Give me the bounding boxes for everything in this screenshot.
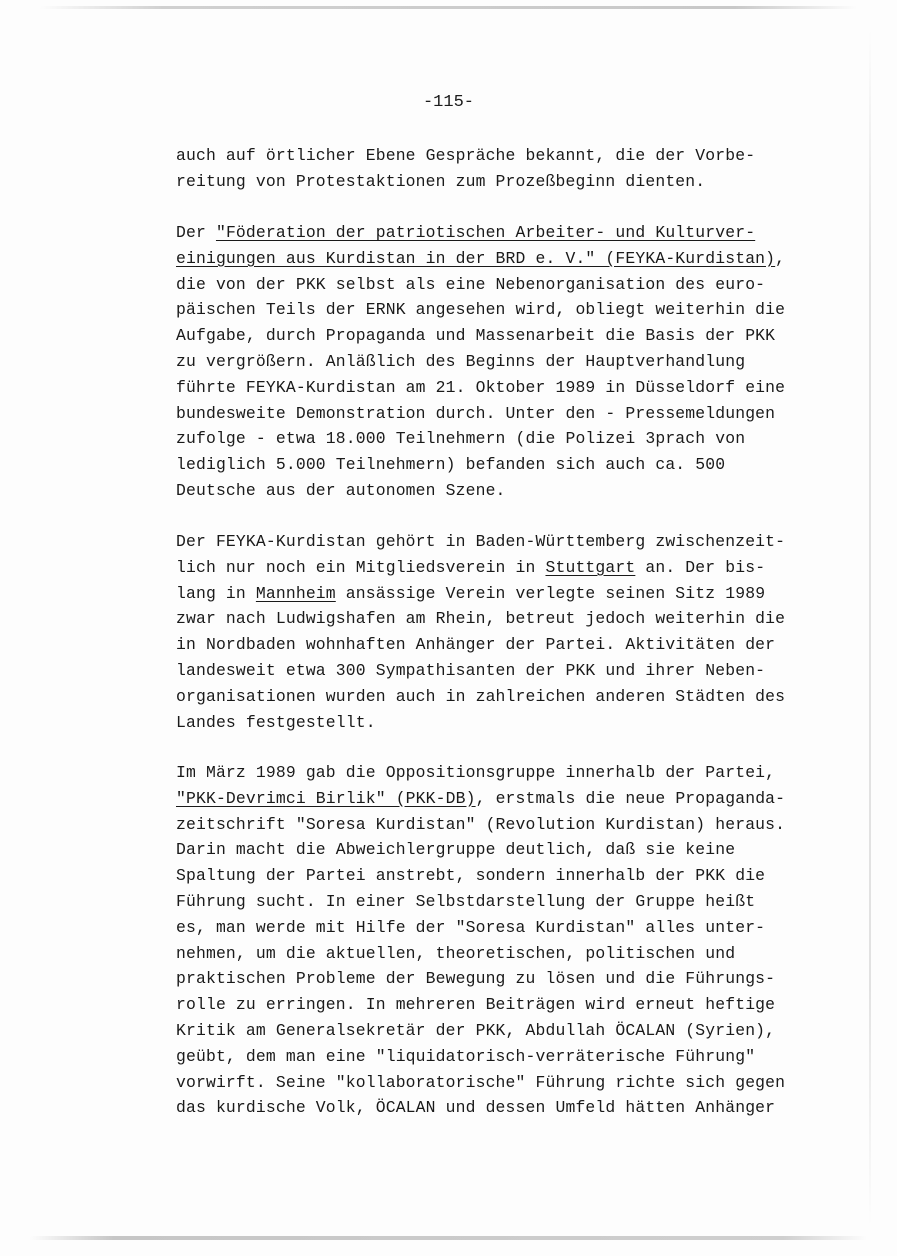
- underlined-phrase: "Föderation der patriotischen Arbeiter- und Kulturver-: [215, 223, 756, 242]
- text-line: päischen Teils der ERNK angesehen wird, obliegt weiterhin die: [176, 300, 786, 320]
- underlined-phrase: Stuttgart: [545, 557, 636, 577]
- text-line: die von der PKK selbst als eine Nebenorganisation des euro-: [176, 274, 766, 294]
- text-line: in Nordbaden wohnhaften Anhänger der Partei. Aktivitäten der: [176, 635, 776, 655]
- underlined-phrase: einigungen aus Kurdistan in der BRD e. V." (FEYKA-Kurdistan): [176, 248, 776, 268]
- text-line: Führung sucht. In einer Selbstdarstellung der Gruppe heißt: [176, 891, 756, 911]
- text-line: geübt, dem man eine "liquidatorisch-verräterische Führung": [176, 1046, 756, 1066]
- text-line: Deutsche aus der autonomen Szene.: [176, 480, 506, 500]
- text-line: zwar nach Ludwigshafen am Rhein, betreut jedoch weiterhin die: [176, 609, 786, 629]
- scan-edge-top: [40, 6, 857, 9]
- text-line: rolle zu erringen. In mehreren Beiträgen wird erneut heftige: [176, 995, 776, 1015]
- text-line: nehmen, um die aktuellen, theoretischen, politischen und: [176, 943, 736, 963]
- text-line: Der "Föderation der patriotischen Arbeiter- und Kulturver-: [176, 223, 756, 242]
- text-line: landesweit etwa 300 Sympathisanten der PKK und ihrer Neben-: [176, 660, 766, 680]
- text-line: praktischen Probleme der Bewegung zu lösen und die Führungs-: [176, 969, 776, 989]
- text-line: Landes festgestellt.: [176, 712, 376, 732]
- scan-edge-right: [869, 30, 871, 1226]
- text-line: zeitschrift "Soresa Kurdistan" (Revolution Kurdistan) heraus.: [176, 814, 786, 834]
- text-line: Spaltung der Partei anstrebt, sondern innerhalb der PKK die: [176, 866, 766, 886]
- text-line: lediglich 5.000 Teilnehmern) befanden sich auch ca. 500: [176, 455, 726, 475]
- text-line: "PKK-Devrimci Birlik" (PKK-DB), erstmals die neue Propaganda-: [176, 788, 786, 808]
- text-line: Aufgabe, durch Propaganda und Massenarbeit die Basis der PKK: [176, 326, 776, 346]
- underlined-phrase: "PKK-Devrimci Birlik" (PKK-DB): [176, 788, 476, 808]
- text-line: einigungen aus Kurdistan in der BRD e. V." (FEYKA-Kurdistan),: [176, 248, 786, 268]
- text-line: Kritik am Generalsekretär der PKK, Abdullah ÖCALAN (Syrien),: [176, 1020, 776, 1040]
- text-line: es, man werde mit Hilfe der "Soresa Kurdistan" alles unter-: [176, 917, 766, 937]
- paragraph-3: [176, 529, 826, 735]
- underlined-phrase: Mannheim: [255, 583, 336, 603]
- text-line: Darin macht die Abweichlergruppe deutlich, daß sie keine: [176, 840, 736, 860]
- paragraph-1: [176, 143, 826, 195]
- text-line: Im März 1989 gab die Oppositionsgruppe innerhalb der Partei,: [176, 763, 776, 782]
- text-line: auch auf örtlicher Ebene Gespräche bekannt, die der Vorbe-: [176, 146, 756, 165]
- text-line: lich nur noch ein Mitgliedsverein in Stuttgart an. Der bis-: [176, 557, 766, 577]
- text-line: das kurdische Volk, ÖCALAN und dessen Umfeld hätten Anhänger: [176, 1098, 776, 1118]
- text-line: bundesweite Demonstration durch. Unter den - Pressemeldungen: [176, 403, 776, 423]
- text-line: reitung von Protestaktionen zum Prozeßbeginn dienten.: [176, 171, 706, 191]
- text-line: vorwirft. Seine "kollaboratorische" Führung richte sich gegen: [176, 1072, 786, 1092]
- paragraph-2: [176, 220, 826, 504]
- scan-edge-bottom: [30, 1236, 867, 1240]
- text-line: organisationen wurden auch in zahlreichen anderen Städten des: [176, 686, 786, 706]
- text-line: zu vergrößern. Anläßlich des Beginns der Hauptverhandlung: [176, 351, 746, 371]
- page-number: -115-: [422, 93, 474, 112]
- paragraph-4: [176, 760, 826, 1121]
- text-line: zufolge - etwa 18.000 Teilnehmern (die Polizei 3prach von: [176, 429, 746, 449]
- text-line: führte FEYKA-Kurdistan am 21. Oktober 1989 in Düsseldorf eine: [176, 377, 786, 397]
- text-line: Der FEYKA-Kurdistan gehört in Baden-Württemberg zwischenzeit-: [176, 532, 786, 551]
- text-line: lang in Mannheim ansässige Verein verlegte seinen Sitz 1989: [176, 583, 766, 603]
